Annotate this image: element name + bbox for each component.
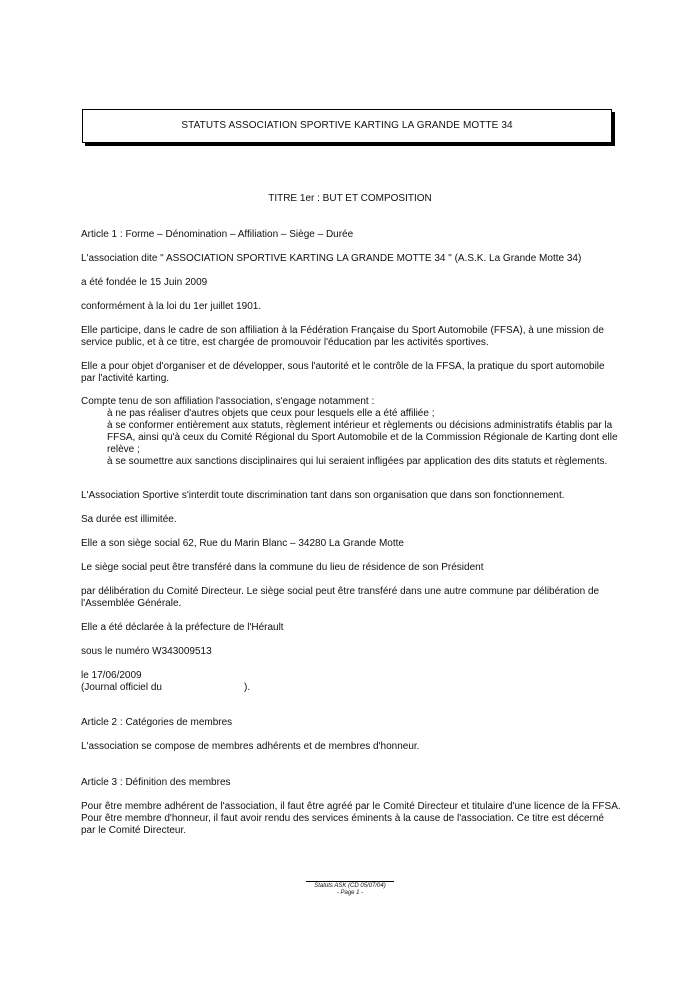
article-1-heading: Article 1 : Forme – Dénomination – Affiliation – Siège – Durée <box>81 229 354 240</box>
article-1-paragraph: par délibération du Comité Directeur. Le siège social peut être transféré dans une autre commune par délibération de l'Assemblée Générale. <box>81 586 600 609</box>
article-1-paragraph: a été fondée le 15 Juin 2009 <box>81 277 208 288</box>
registration-number: sous le numéro W343009513 <box>81 646 212 657</box>
article-3-paragraph: Pour être membre adhérent de l'association, il faut être agréé par le Comité Directeur et titulaire d'une licence de la FFSA. Pour être membre d'honneur, il faut avoir rendu des services éminents à la cause de l'association. Ce titre est décerné par le Comité Directeur. <box>81 801 621 836</box>
article-1-paragraph: Elle a pour objet d'organiser et de développer, sous l'autorité et le contrôle de la FFSA, la pratique du sport automobile par l'activité karting. <box>81 361 605 384</box>
article-2-paragraph: L'association se compose de membres adhérents et de membres d'honneur. <box>81 741 420 752</box>
journal-officiel-close: ). <box>243 682 251 693</box>
article-1-paragraph: Elle a été déclarée à la préfecture de l'Hérault <box>81 622 284 633</box>
article-1-paragraph: conformément à la loi du 1er juillet 1901. <box>81 301 262 312</box>
section-heading: TITRE 1er : BUT ET COMPOSITION <box>268 193 432 204</box>
article-1-paragraph: Elle participe, dans le cadre de son affiliation à la Fédération Française du Sport Automobile (FFSA), à une mission de service public, et à ce titre, est chargée de promouvoir l'éducation par les activités sportives. <box>81 325 604 348</box>
document-title: STATUTS ASSOCIATION SPORTIVE KARTING LA GRANDE MOTTE 34 <box>181 120 513 131</box>
article-2-heading: Article 2 : Catégories de membres <box>81 717 233 728</box>
journal-officiel-line <box>81 682 621 694</box>
engagements-intro: Compte tenu de son affiliation l'association, s'engage notamment : <box>81 396 375 407</box>
footer-divider <box>306 881 394 882</box>
list-item: à ne pas réaliser d'autres objets que ceux pour lesquels elle a été affiliée ; <box>107 408 435 419</box>
article-3-heading: Article 3 : Définition des membres <box>81 777 231 788</box>
journal-officiel-label: (Journal officiel du <box>81 682 162 693</box>
article-1-paragraph: Elle a son siège social 62, Rue du Marin Blanc – 34280 La Grande Motte <box>81 538 404 549</box>
footer-reference: Statuts ASK (CD 05/07/04) <box>314 883 386 889</box>
list-item: à se conformer entièrement aux statuts, règlement intérieur et règlements ou décisions administratifs établis par la FFSA, ainsi qu'à ceux du Comité Régional du Sport Automobile et de la Commission Régionale de Karting dont elle relève ; <box>107 420 618 455</box>
document-title-box <box>82 109 612 143</box>
article-1-paragraph: L'association dite " ASSOCIATION SPORTIVE KARTING LA GRANDE MOTTE 34 " (A.S.K. La Grande Motte 34) <box>81 253 582 264</box>
article-1-paragraph: Le siège social peut être transféré dans la commune du lieu de résidence de son Président <box>81 562 484 573</box>
article-1-paragraph: L'Association Sportive s'interdit toute discrimination tant dans son organisation que dans son fonctionnement. <box>81 490 565 501</box>
article-1-paragraph: Sa durée est illimitée. <box>81 514 177 525</box>
engagements-list <box>81 396 621 468</box>
declaration-date: le 17/06/2009 <box>81 670 142 681</box>
page-number: - Page 1 - <box>336 890 364 896</box>
list-item: à se soumettre aux sanctions disciplinaires qui lui seraient infligées par application des dits statuts et règlements. <box>107 456 608 467</box>
